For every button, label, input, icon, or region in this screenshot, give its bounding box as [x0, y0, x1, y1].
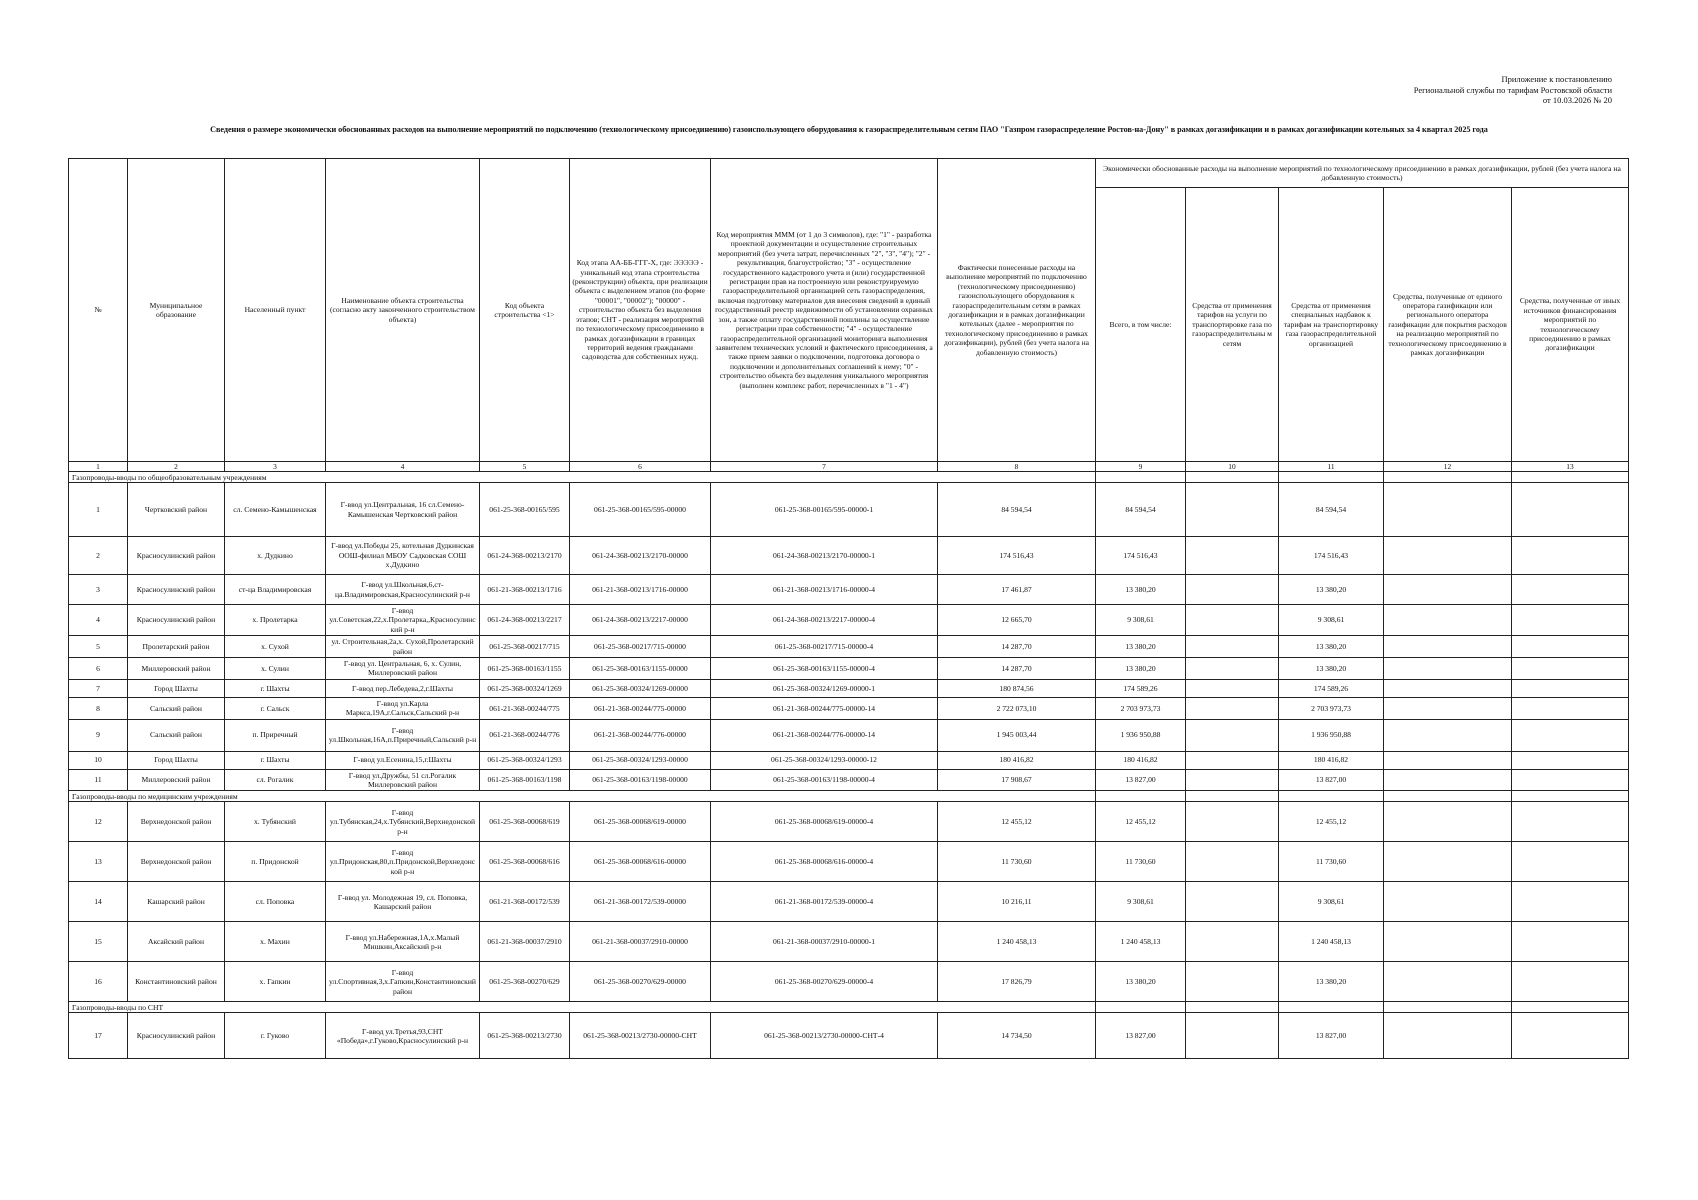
- tariff-funds-cell: [1186, 483, 1279, 537]
- section-header-row: [69, 1002, 1629, 1013]
- municipality-cell: Город Шахты: [128, 751, 225, 769]
- operator-funds-cell: [1384, 679, 1512, 697]
- object-name-cell: Г-ввод ул.Центральная, 16 сл.Семено-Камышенская Чертковский район: [326, 483, 480, 537]
- column-number: 4: [326, 462, 480, 472]
- section-empty-cell: [1384, 1002, 1512, 1013]
- total-cell: 13 380,20: [1096, 575, 1186, 605]
- municipality-cell: Константиновский район: [128, 962, 225, 1002]
- event-code-cell: 061-21-368-00172/539-00000-4: [711, 882, 938, 922]
- column-number: 9: [1096, 462, 1186, 472]
- settlement-cell: х. Сухой: [225, 636, 326, 658]
- header-event-code: Код мероприятия ММM (от 1 до 3 символов), где: "1" - разработка проектной документации и осуществление строительных мероприятий (без учета затрат, перечисленных "2", "3", "4"); "2" - рекультивация, благоустройство; "3" - осуществление государственного кадастрового учета и (или) государственной регистрации прав на построенную или реконструируемую газораспределительной организацией сеть газораспределения, включая подготовку материалов для внесения сведений в единый государственный реестр недвижимости об установлении охранных зон, а также оплату государственной пошлины за осуществление регистрации прав собственности; "4" - осуществление газораспределительной организацией мониторинга выполнения заявителем технических условий и фактического присоединения, а также прием заявки о подключении, подготовка договора о подключении и дополнительных соглашений к нему; "0" - строительство объекта без выделения уникального мероприятия (выполнен комплекс работ, перечисленных в "1 - 4"): [711, 159, 938, 462]
- object-name-cell: Г-ввод ул.Спортивная,3,х.Гапкин,Константиновский район: [326, 962, 480, 1002]
- tariff-funds-cell: [1186, 636, 1279, 658]
- operator-funds-cell: [1384, 483, 1512, 537]
- object-code-cell: 061-21-368-00172/539: [480, 882, 570, 922]
- table-row: [69, 636, 1629, 658]
- actual-expenses-cell: 2 722 073,10: [938, 697, 1096, 719]
- tariff-funds-cell: [1186, 658, 1279, 680]
- section-empty-cell: [1512, 791, 1629, 802]
- other-funds-cell: [1512, 962, 1629, 1002]
- other-funds-cell: [1512, 802, 1629, 842]
- tariff-funds-cell: [1186, 679, 1279, 697]
- operator-funds-cell: [1384, 719, 1512, 751]
- table-row: [69, 658, 1629, 680]
- object-code-cell: 061-25-368-00324/1293: [480, 751, 570, 769]
- stage-code-cell: 061-25-368-00165/595-00000: [570, 483, 711, 537]
- appendix-block: [1414, 74, 1612, 106]
- column-number: 12: [1384, 462, 1512, 472]
- actual-expenses-cell: 14 287,70: [938, 636, 1096, 658]
- column-number: 3: [225, 462, 326, 472]
- object-code-cell: 061-25-368-00068/619: [480, 802, 570, 842]
- other-funds-cell: [1512, 679, 1629, 697]
- settlement-cell: п. Приречный: [225, 719, 326, 751]
- municipality-cell: Красносулинский район: [128, 605, 225, 636]
- actual-expenses-cell: 12 665,70: [938, 605, 1096, 636]
- object-code-cell: 061-25-368-00324/1269: [480, 679, 570, 697]
- row-number: 6: [69, 658, 128, 680]
- settlement-cell: х. Сулин: [225, 658, 326, 680]
- actual-expenses-cell: 10 216,11: [938, 882, 1096, 922]
- actual-expenses-cell: 11 730,60: [938, 842, 1096, 882]
- total-cell: 2 703 973,73: [1096, 697, 1186, 719]
- total-cell: 13 380,20: [1096, 636, 1186, 658]
- stage-code-cell: 061-21-368-00213/1716-00000: [570, 575, 711, 605]
- municipality-cell: Верхнедонской район: [128, 802, 225, 842]
- allowance-funds-cell: 2 703 973,73: [1279, 697, 1384, 719]
- stage-code-cell: 061-25-368-00324/1293-00000: [570, 751, 711, 769]
- other-funds-cell: [1512, 719, 1629, 751]
- total-cell: 84 594,54: [1096, 483, 1186, 537]
- actual-expenses-cell: 174 516,43: [938, 537, 1096, 575]
- settlement-cell: п. Придонской: [225, 842, 326, 882]
- settlement-cell: г. Гуково: [225, 1013, 326, 1059]
- section-title: Газопроводы-вводы по медицинским учреждениям: [69, 791, 1096, 802]
- section-empty-cell: [1279, 791, 1384, 802]
- event-code-cell: 061-25-368-00270/629-00000-4: [711, 962, 938, 1002]
- settlement-cell: сл. Семено-Камышенская: [225, 483, 326, 537]
- operator-funds-cell: [1384, 769, 1512, 791]
- tariff-funds-cell: [1186, 719, 1279, 751]
- operator-funds-cell: [1384, 636, 1512, 658]
- operator-funds-cell: [1384, 802, 1512, 842]
- table-row: [69, 769, 1629, 791]
- table-row: [69, 537, 1629, 575]
- actual-expenses-cell: 180 874,56: [938, 679, 1096, 697]
- municipality-cell: Красносулинский район: [128, 537, 225, 575]
- expenses-table: [68, 158, 1629, 1059]
- allowance-funds-cell: 180 416,82: [1279, 751, 1384, 769]
- stage-code-cell: 061-25-368-00163/1155-00000: [570, 658, 711, 680]
- settlement-cell: х. Дудкино: [225, 537, 326, 575]
- header-other-funds: Средства, полученные от иных источников финансирования мероприятий по технологическому присоединению в рамках догазификации: [1512, 188, 1629, 462]
- table-row: [69, 802, 1629, 842]
- table-row: [69, 842, 1629, 882]
- tariff-funds-cell: [1186, 802, 1279, 842]
- operator-funds-cell: [1384, 842, 1512, 882]
- section-title: Газопроводы-вводы по общеобразовательным учреждениям: [69, 472, 1096, 483]
- section-empty-cell: [1279, 1002, 1384, 1013]
- object-code-cell: 061-25-368-00163/1198: [480, 769, 570, 791]
- event-code-cell: 061-21-368-00244/776-00000-14: [711, 719, 938, 751]
- operator-funds-cell: [1384, 1013, 1512, 1059]
- settlement-cell: г. Шахты: [225, 751, 326, 769]
- object-name-cell: Г-ввод ул.Советская,22,х.Пролетарка,,Красносулинский р-н: [326, 605, 480, 636]
- other-funds-cell: [1512, 697, 1629, 719]
- total-cell: 13 827,00: [1096, 769, 1186, 791]
- stage-code-cell: 061-25-368-00163/1198-00000: [570, 769, 711, 791]
- municipality-cell: Красносулинский район: [128, 575, 225, 605]
- object-code-cell: 061-21-368-00213/1716: [480, 575, 570, 605]
- row-number: 9: [69, 719, 128, 751]
- tariff-funds-cell: [1186, 1013, 1279, 1059]
- section-empty-cell: [1186, 1002, 1279, 1013]
- row-number: 16: [69, 962, 128, 1002]
- object-code-cell: 061-25-368-00270/629: [480, 962, 570, 1002]
- other-funds-cell: [1512, 605, 1629, 636]
- total-cell: 13 380,20: [1096, 962, 1186, 1002]
- allowance-funds-cell: 9 308,61: [1279, 605, 1384, 636]
- table-row: [69, 962, 1629, 1002]
- operator-funds-cell: [1384, 882, 1512, 922]
- row-number: 15: [69, 922, 128, 962]
- tariff-funds-cell: [1186, 962, 1279, 1002]
- column-number: 2: [128, 462, 225, 472]
- allowance-funds-cell: 13 380,20: [1279, 962, 1384, 1002]
- stage-code-cell: 061-21-368-00244/775-00000: [570, 697, 711, 719]
- allowance-funds-cell: 13 827,00: [1279, 769, 1384, 791]
- settlement-cell: г. Шахты: [225, 679, 326, 697]
- total-cell: 12 455,12: [1096, 802, 1186, 842]
- tariff-funds-cell: [1186, 842, 1279, 882]
- allowance-funds-cell: 13 380,20: [1279, 575, 1384, 605]
- object-name-cell: Г-ввод ул.Третья,93,СНТ «Победа»,г.Гуково,Красносулинский р-н: [326, 1013, 480, 1059]
- object-name-cell: Г-ввод ул. Молодежная 19, сл. Поповка, Кашарский район: [326, 882, 480, 922]
- settlement-cell: ст-ца Владимировская: [225, 575, 326, 605]
- allowance-funds-cell: 9 308,61: [1279, 882, 1384, 922]
- stage-code-cell: 061-25-368-00324/1269-00000: [570, 679, 711, 697]
- event-code-cell: 061-25-368-00217/715-00000-4: [711, 636, 938, 658]
- document-title: Сведения о размере экономически обоснованных расходов на выполнение мероприятий по подключению (технологическому присоединению) газоиспользующего оборудования к газораспределительным сетям ПАО "Газпром газораспределение Ростов-на-Дону" в рамках догазификации и в рамках догазификации котельных за 4 квартал 2025 года: [210, 125, 1488, 134]
- header-municipality: Муниципальное образование: [128, 159, 225, 462]
- actual-expenses-cell: 1 945 003,44: [938, 719, 1096, 751]
- operator-funds-cell: [1384, 575, 1512, 605]
- row-number: 11: [69, 769, 128, 791]
- header-total: Всего, в том числе:: [1096, 188, 1186, 462]
- object-name-cell: Г-ввод ул. Центральная, 6, х. Сулин, Миллеровский район: [326, 658, 480, 680]
- event-code-cell: 061-25-368-00165/595-00000-1: [711, 483, 938, 537]
- settlement-cell: х. Гапкин: [225, 962, 326, 1002]
- total-cell: 180 416,82: [1096, 751, 1186, 769]
- row-number: 8: [69, 697, 128, 719]
- event-code-cell: 061-25-368-00068/619-00000-4: [711, 802, 938, 842]
- event-code-cell: 061-21-368-00037/2910-00000-1: [711, 922, 938, 962]
- stage-code-cell: 061-21-368-00172/539-00000: [570, 882, 711, 922]
- municipality-cell: Верхнедонской район: [128, 842, 225, 882]
- table-row: [69, 751, 1629, 769]
- operator-funds-cell: [1384, 751, 1512, 769]
- other-funds-cell: [1512, 636, 1629, 658]
- actual-expenses-cell: 1 240 458,13: [938, 922, 1096, 962]
- appendix-line-2: Региональной службы по тарифам Ростовской области: [1413, 84, 1612, 95]
- object-name-cell: Г-ввод ул.Школьная,6,ст-ца.Владимировская,Красносулинский р-н: [326, 575, 480, 605]
- table-row: [69, 679, 1629, 697]
- settlement-cell: х. Тубянский: [225, 802, 326, 842]
- allowance-funds-cell: 12 455,12: [1279, 802, 1384, 842]
- allowance-funds-cell: 13 380,20: [1279, 636, 1384, 658]
- tariff-funds-cell: [1186, 537, 1279, 575]
- column-number: 10: [1186, 462, 1279, 472]
- object-code-cell: 061-21-368-00037/2910: [480, 922, 570, 962]
- allowance-funds-cell: 1 240 458,13: [1279, 922, 1384, 962]
- stage-code-cell: 061-25-368-00068/616-00000: [570, 842, 711, 882]
- actual-expenses-cell: 14 287,70: [938, 658, 1096, 680]
- column-number: 13: [1512, 462, 1629, 472]
- allowance-funds-cell: 1 936 950,88: [1279, 719, 1384, 751]
- other-funds-cell: [1512, 483, 1629, 537]
- table-row: [69, 1013, 1629, 1059]
- actual-expenses-cell: 17 908,67: [938, 769, 1096, 791]
- object-name-cell: ул. Строительная,2а,х. Сухой,Пролетарский район: [326, 636, 480, 658]
- row-number: 14: [69, 882, 128, 922]
- table-row: [69, 719, 1629, 751]
- municipality-cell: Пролетарский район: [128, 636, 225, 658]
- total-cell: 1 240 458,13: [1096, 922, 1186, 962]
- header-stage-code: Код этапа АА-ББ-ГГГ-Х, где: ЭЭЭЭЭ - уникальный код этапа строительства (реконструкции) объекта, при реализации объекта с выделением этапов (по форме "00001", "00002"); "00000" - строительство объекта без выделения этапов; СНТ - реализация мероприятий по технологическому присоединению в рамках догазификации в границах территорий ведения гражданами садоводства для собственных нужд.: [570, 159, 711, 462]
- row-number: 12: [69, 802, 128, 842]
- tariff-funds-cell: [1186, 751, 1279, 769]
- header-row: [69, 159, 1629, 188]
- object-code-cell: 061-24-368-00213/2217: [480, 605, 570, 636]
- section-empty-cell: [1512, 1002, 1629, 1013]
- object-name-cell: Г-ввод ул.Дружбы, 51 сл.Рогалик Миллеровский район: [326, 769, 480, 791]
- row-number: 7: [69, 679, 128, 697]
- header-actual-expenses: Фактически понесенные расходы на выполнение мероприятий по подключению (технологическому присоединению) газоиспользующего оборудования к газораспределительным сетям в рамках догазификации и в рамках догазификации котельных (далее - мероприятия по технологическому присоединению в рамках догазификации), рублей (без учета налога на добавленную стоимость): [938, 159, 1096, 462]
- section-empty-cell: [1096, 791, 1186, 802]
- municipality-cell: Кашарский район: [128, 882, 225, 922]
- object-code-cell: 061-21-368-00244/775: [480, 697, 570, 719]
- object-name-cell: Г-ввод ул.Есенина,15,г.Шахты: [326, 751, 480, 769]
- operator-funds-cell: [1384, 962, 1512, 1002]
- other-funds-cell: [1512, 882, 1629, 922]
- section-empty-cell: [1096, 1002, 1186, 1013]
- other-funds-cell: [1512, 922, 1629, 962]
- stage-code-cell: 061-21-368-00037/2910-00000: [570, 922, 711, 962]
- event-code-cell: 061-25-368-00163/1198-00000-4: [711, 769, 938, 791]
- row-number: 10: [69, 751, 128, 769]
- stage-code-cell: 061-24-368-00213/2170-00000: [570, 537, 711, 575]
- actual-expenses-cell: 12 455,12: [938, 802, 1096, 842]
- event-code-cell: 061-24-368-00213/2217-00000-4: [711, 605, 938, 636]
- section-empty-cell: [1512, 472, 1629, 483]
- event-code-cell: 061-24-368-00213/2170-00000-1: [711, 537, 938, 575]
- section-empty-cell: [1279, 472, 1384, 483]
- appendix-line-1: Приложение к постановлению: [1501, 74, 1612, 84]
- table-row: [69, 575, 1629, 605]
- table-row: [69, 483, 1629, 537]
- column-number: 8: [938, 462, 1096, 472]
- municipality-cell: Красносулинский район: [128, 1013, 225, 1059]
- column-numbers-row: [69, 462, 1629, 472]
- actual-expenses-cell: 180 416,82: [938, 751, 1096, 769]
- stage-code-cell: 061-25-368-00213/2730-00000-СНТ: [570, 1013, 711, 1059]
- object-name-cell: Г-ввод пер.Лебедева,2,г.Шахты: [326, 679, 480, 697]
- table-row: [69, 697, 1629, 719]
- row-number: 2: [69, 537, 128, 575]
- header-allowance-funds: Средства от применения специальных надбавок к тарифам на транспортировку газа газораспределительной организацией: [1279, 188, 1384, 462]
- header-settlement: Населенный пункт: [225, 159, 326, 462]
- other-funds-cell: [1512, 658, 1629, 680]
- tariff-funds-cell: [1186, 882, 1279, 922]
- other-funds-cell: [1512, 842, 1629, 882]
- stage-code-cell: 061-25-368-00270/629-00000: [570, 962, 711, 1002]
- total-cell: 11 730,60: [1096, 842, 1186, 882]
- object-code-cell: 061-25-368-00213/2730: [480, 1013, 570, 1059]
- object-code-cell: 061-25-368-00165/595: [480, 483, 570, 537]
- total-cell: 174 516,43: [1096, 537, 1186, 575]
- stage-code-cell: 061-25-368-00217/715-00000: [570, 636, 711, 658]
- row-number: 1: [69, 483, 128, 537]
- settlement-cell: г. Сальск: [225, 697, 326, 719]
- row-number: 17: [69, 1013, 128, 1059]
- other-funds-cell: [1512, 769, 1629, 791]
- other-funds-cell: [1512, 1013, 1629, 1059]
- event-code-cell: 061-25-368-00324/1269-00000-1: [711, 679, 938, 697]
- total-cell: 1 936 950,88: [1096, 719, 1186, 751]
- actual-expenses-cell: 84 594,54: [938, 483, 1096, 537]
- section-title: Газопроводы-вводы по СНТ: [69, 1002, 1096, 1013]
- row-number: 4: [69, 605, 128, 636]
- allowance-funds-cell: 174 589,26: [1279, 679, 1384, 697]
- column-number: 6: [570, 462, 711, 472]
- object-name-cell: Г-ввод ул.Набережная,1А,х.Малый Мишкин,Аксайский р-н: [326, 922, 480, 962]
- allowance-funds-cell: 13 827,00: [1279, 1013, 1384, 1059]
- municipality-cell: Город Шахты: [128, 679, 225, 697]
- operator-funds-cell: [1384, 537, 1512, 575]
- allowance-funds-cell: 13 380,20: [1279, 658, 1384, 680]
- object-code-cell: 061-21-368-00244/776: [480, 719, 570, 751]
- row-number: 13: [69, 842, 128, 882]
- header-object-name: Наименование объекта строительства (согласно акту законченного строительством объекта): [326, 159, 480, 462]
- object-name-cell: Г-ввод ул.Карла Маркса,19А,г.Сальск,Сальский р-н: [326, 697, 480, 719]
- section-empty-cell: [1096, 472, 1186, 483]
- other-funds-cell: [1512, 537, 1629, 575]
- municipality-cell: Миллеровский район: [128, 769, 225, 791]
- section-header-row: [69, 791, 1629, 802]
- total-cell: 9 308,61: [1096, 882, 1186, 922]
- table-row: [69, 922, 1629, 962]
- appendix-line-3: от 10.03.2026 № 20: [1542, 95, 1612, 105]
- settlement-cell: х. Махин: [225, 922, 326, 962]
- header-operator-funds: Средства, полученные от единого оператора газификации или регионального оператора газификации для покрытия расходов на реализацию мероприятий по технологическому присоединению в рамках догазификации: [1384, 188, 1512, 462]
- header-object-code: Код объекта строительства <1>: [480, 159, 570, 462]
- section-empty-cell: [1186, 472, 1279, 483]
- table-row: [69, 605, 1629, 636]
- event-code-cell: 061-21-368-00213/1716-00000-4: [711, 575, 938, 605]
- header-tariff-funds: Средства от применения тарифов на услуги по транспортировке газа по газораспределительны м сетям: [1186, 188, 1279, 462]
- settlement-cell: сл. Поповка: [225, 882, 326, 922]
- stage-code-cell: 061-21-368-00244/776-00000: [570, 719, 711, 751]
- event-code-cell: 061-25-368-00324/1293-00000-12: [711, 751, 938, 769]
- settlement-cell: х. Пролетарка: [225, 605, 326, 636]
- municipality-cell: Чертковский район: [128, 483, 225, 537]
- object-code-cell: 061-24-368-00213/2170: [480, 537, 570, 575]
- settlement-cell: сл. Рогалик: [225, 769, 326, 791]
- object-code-cell: 061-25-368-00163/1155: [480, 658, 570, 680]
- event-code-cell: 061-25-368-00213/2730-00000-СНТ-4: [711, 1013, 938, 1059]
- header-number: №: [69, 159, 128, 462]
- municipality-cell: Аксайский район: [128, 922, 225, 962]
- column-number: 5: [480, 462, 570, 472]
- section-empty-cell: [1384, 791, 1512, 802]
- object-name-cell: Г-ввод ул.Тубянская,24,х.Тубянский,Верхнедонской р-н: [326, 802, 480, 842]
- event-code-cell: 061-21-368-00244/775-00000-14: [711, 697, 938, 719]
- allowance-funds-cell: 11 730,60: [1279, 842, 1384, 882]
- actual-expenses-cell: 17 461,87: [938, 575, 1096, 605]
- tariff-funds-cell: [1186, 922, 1279, 962]
- event-code-cell: 061-25-368-00163/1155-00000-4: [711, 658, 938, 680]
- column-number: 1: [69, 462, 128, 472]
- tariff-funds-cell: [1186, 575, 1279, 605]
- total-cell: 9 308,61: [1096, 605, 1186, 636]
- table-row: [69, 882, 1629, 922]
- actual-expenses-cell: 17 826,79: [938, 962, 1096, 1002]
- section-empty-cell: [1186, 791, 1279, 802]
- operator-funds-cell: [1384, 697, 1512, 719]
- tariff-funds-cell: [1186, 769, 1279, 791]
- row-number: 3: [69, 575, 128, 605]
- total-cell: 174 589,26: [1096, 679, 1186, 697]
- municipality-cell: Сальский район: [128, 719, 225, 751]
- tariff-funds-cell: [1186, 697, 1279, 719]
- operator-funds-cell: [1384, 658, 1512, 680]
- table-body: [69, 462, 1629, 1059]
- row-number: 5: [69, 636, 128, 658]
- tariff-funds-cell: [1186, 605, 1279, 636]
- allowance-funds-cell: 84 594,54: [1279, 483, 1384, 537]
- actual-expenses-cell: 14 734,50: [938, 1013, 1096, 1059]
- object-code-cell: 061-25-368-00217/715: [480, 636, 570, 658]
- other-funds-cell: [1512, 751, 1629, 769]
- total-cell: 13 380,20: [1096, 658, 1186, 680]
- object-name-cell: Г-ввод ул.Школьная,16А,п.Приречный,Сальский р-н: [326, 719, 480, 751]
- object-name-cell: Г-ввод ул.Победы 25, котельная Дудкинская ООШ-филиал МБОУ Садковская СОШ х.Дудкино: [326, 537, 480, 575]
- stage-code-cell: 061-25-368-00068/619-00000: [570, 802, 711, 842]
- total-cell: 13 827,00: [1096, 1013, 1186, 1059]
- municipality-cell: Миллеровский район: [128, 658, 225, 680]
- section-empty-cell: [1384, 472, 1512, 483]
- operator-funds-cell: [1384, 605, 1512, 636]
- event-code-cell: 061-25-368-00068/616-00000-4: [711, 842, 938, 882]
- allowance-funds-cell: 174 516,43: [1279, 537, 1384, 575]
- object-name-cell: Г-ввод ул.Придонская,80,п.Придонской,Верхнедонской р-н: [326, 842, 480, 882]
- column-number: 7: [711, 462, 938, 472]
- column-number: 11: [1279, 462, 1384, 472]
- other-funds-cell: [1512, 575, 1629, 605]
- municipality-cell: Сальский район: [128, 697, 225, 719]
- header-justified-expenses-group: Экономически обоснованные расходы на выполнение мероприятий по технологическому присоединению в рамках догазификации, рублей (без учета налога на добавленную стоимость): [1096, 159, 1629, 188]
- object-code-cell: 061-25-368-00068/616: [480, 842, 570, 882]
- operator-funds-cell: [1384, 922, 1512, 962]
- stage-code-cell: 061-24-368-00213/2217-00000: [570, 605, 711, 636]
- section-header-row: [69, 472, 1629, 483]
